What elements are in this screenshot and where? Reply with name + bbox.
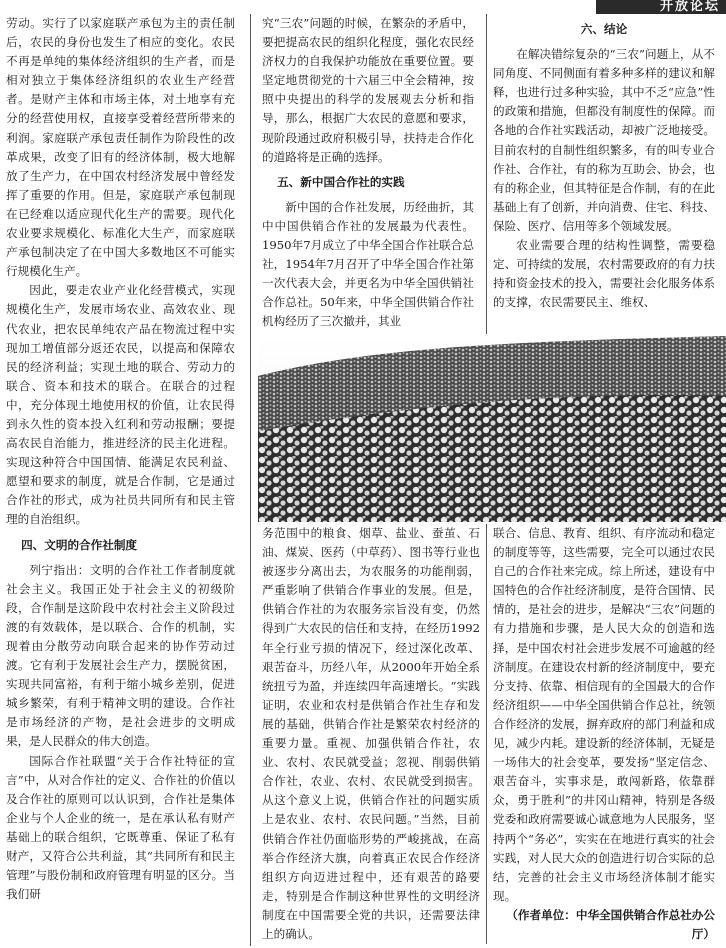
column-2-bottom [262, 524, 480, 944]
section-heading-5: 五、新中国合作社的实践 [277, 174, 405, 189]
paragraph: 务范围中的粮食、烟草、盐业、蚕茧、石油、煤炭、医药（中草药）、图书等行业也被逐步分离出去，为农服务的功能削弱，严重影响了供销合作事业的发展。但是，供销合作社的为农服务宗旨没有变，仍然得到广大农民的信任和支持，在经历1992年全行业亏损的情况下，经过深化改革、艰苦奋斗，历经八年，从2000年开始全系统扭亏为盈，并连续四年高速增长。“实践证明，农业和农村是供销合作社生存和发展的基础，供销合作社是繁荣农村经济的重要力量。重视、加强供销合作社，农业、农村、农民就受益；忽视、削弱供销合作社，农业、农村、农民就受到损害。从这个意义上说，供销合作社的问题实质上是农业、农村、农民问题。”当然，目前供销合作社仍面临形势的严峻挑战，在高举合作经济大旗，向着真正农民合作经济组织方向迈进过程中，还有艰苦的路要走，特别是合作制这种世界性的文明经济制度在中国需要全党的共识，还需要法律上的确认。 [262, 526, 480, 941]
column-2-top [262, 14, 474, 336]
cotton-field-photo [258, 336, 726, 522]
paragraph: 列宁指出：文明的合作社工作者制度就社会主义。我国正处于社会主义的初级阶段，合作制是这阶段中农村社会主义阶段过渡的有效载体，是以联合、合作的机制，实现着由分散劳动向联合起来的协作劳动过渡。它有利于发展社会生产力，摆脱贫困，实现共同富裕，有利于缩小城乡差别，促进城乡繁荣，有利于精神文明的建设。合作社是市场经济的产物，是社会进步的文明成果，是人民群众的伟大创造。 [6, 562, 235, 749]
section-heading-6: 六、结论 [580, 22, 628, 36]
column-divider-right-top [486, 14, 487, 334]
column-3-bottom [493, 524, 715, 944]
paragraph: 联合、信息、教育、组织、有序流动和稳定的制度等等，这些需要，完全可以通过农民自己的合作社来完成。综上所述，建设有中国特色的合作社经济制度，是符合国情、民情的，是社会的进步，是解决“三农”问题的有力措施和步骤，是人民大众的创造和选择，是中国农村社会进步发展不可逾越的经济制度。在建设农村新的经济制度中，要充分支持、依靠、相信现有的全国最大的合作经济组织——中华全国供销合作总社，统领合作经济的发展，摒弃政府的部门利益和成见，减少内耗。建设新的经济体制，无疑是一场伟大的社会变革，要发扬“坚定信念、艰苦奋斗，实事求是，敢闯新路，依靠群众，勇于胜利”的井冈山精神，特别是各级党委和政府需要诚心诚意地为人民服务，坚持两个“务必”，实实在在地进行真实的社会实践，对人民大众的创造进行切合实际的总结，完善的社会主义市场经济体制才能实现。 [493, 526, 715, 903]
column-3-top [493, 14, 715, 336]
paragraph: 新中国的合作社发展，历经曲折，其中中国供销合作社的发展最为代表性。1950年7月成立了中华全国合作社联合总社，1954年7月召开了中华全国合作社第一次代表大会，并更名为中华全国供销社合作总社。50年来，中华全国供销合作社机构经历了三次撤并，其业 [262, 199, 474, 329]
paragraph: 农业需要合理的结构性调整，需要稳定、可持续的发展，农村需要政府的有力扶持和资金技术的投入，需要社会化服务体系的支撑，农民需要民主、维权、 [493, 238, 715, 310]
paragraph: 劳动。实行了以家庭联产承包为主的责任制后，农民的身份也发生了相应的变化。农民不再是单纯的集体经济组织的生产者，而是相对独立于集体经济组织的农业生产经营者。是财产主体和市场主体，对土地享有充分的经营使用权，直接享受着经营所带来的利润。家庭联产承包责任制作为阶段性的改革成果，改变了旧有的经济体制，极大地解放了生产力，在中国农村经济发展中曾经发挥了重要的作用。但是，家庭联产承包制现在已经难以适应现代化生产的需要。现代化农业要求规模化、标准化大生产，而家庭联产承包制决定了在中国大多数地区不可能实行规模化生产。 [6, 16, 235, 279]
paragraph: 因此，要走农业产业化经营模式，实现规模化生产，发展市场农业、高效农业、现代农业，把农民单纯农产品在物流过程中实现加工增值部分返还农民，以提高和保障农民的经济利益；实现土地的联合、劳动力的联合、资本和技术的联合。在联合的过程中，充分体现土地使用权的价值，让农民得到永久性的资本投入红利和劳动报酬；要提高农民自治能力，推进经济的民主化进程。实现这种符合中国国情、能满足农民利益、愿望和要求的制度，就是合作制，它是通过合作社的形式，成为社员共同所有和民主管理的自治组织。 [6, 283, 235, 527]
section-header: 开放论坛 [596, 0, 726, 14]
author-affiliation: （作者单位：中华全国供销合作总社办公厅） [506, 907, 715, 941]
column-divider-left [250, 14, 251, 946]
section-heading-4: 四、文明的合作社制度 [21, 537, 138, 552]
paragraph: 国际合作社联盟“关于合作社特征的宣言”中，从对合作社的定义、合作社的价值以及合作社的原则可以认识到，合作社是集体企业与个人企业的统一，是在承认私有财产基础上的联合组织，它既尊重、保证了私有财产，又符合公共利益，其“共同所有和民主管理”与股份制和政府管理有明显的区分。当我们研 [6, 753, 235, 902]
paragraph: 究“三农”问题的时候，在繁杂的矛盾中，要把提高农民的组织化程度，强化农民经济权力的自我保护功能放在重要位置。要坚定地贯彻党的十六届三中全会精神，按照中央提出的科学的发展观去分析和指导，那么，根据广大农民的意愿和要求，现阶段通过政府积极引导，扶持走合作化的道路将是正确的选择。 [262, 16, 474, 164]
column-1 [6, 14, 235, 944]
column-divider-right-bottom [486, 524, 487, 944]
paragraph: 在解决错综复杂的“三农”问题上，从不同角度、不同侧面有着多种多样的建议和解释，也进行过多种实验，其中不乏“应急”性的政策和措施，但都没有制度性的保障。而各地的合作社实践活动，却被广泛地接受。目前农村的自制性组织繁多，有的叫专业合作社、合作社，有的称为互助会、协会，也有的称企业，但其特征是合作制，有的在此基础上有了创新，并向消费、住宅、科技、保险、医疗、信用等多个领域发展。 [493, 47, 715, 233]
